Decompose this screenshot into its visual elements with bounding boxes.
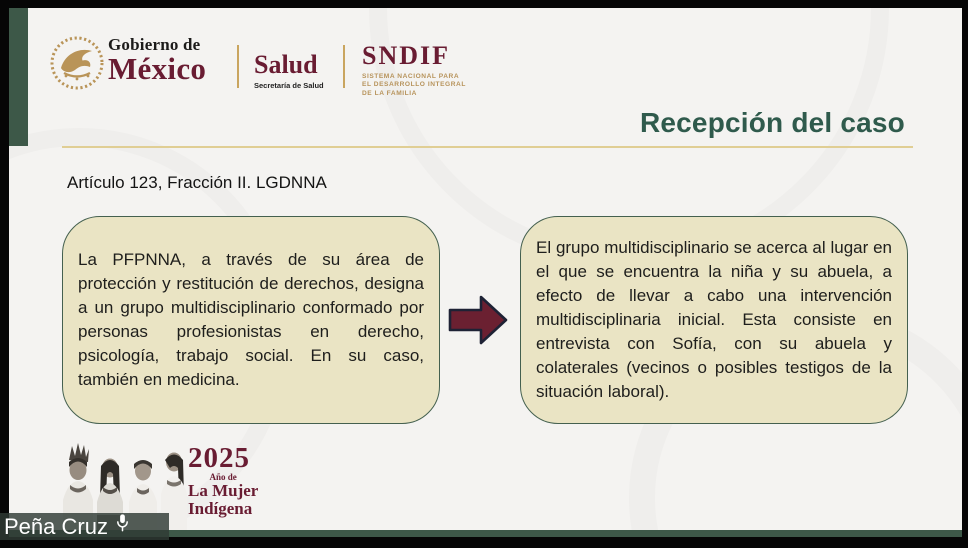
microphone-icon	[115, 513, 130, 540]
salud-logo-subtitle: Secretaría de Salud	[254, 81, 324, 90]
sndif-subtitle-line3: DE LA FAMILIA	[362, 89, 417, 97]
year-2025-number: 2025	[188, 442, 250, 474]
presentation-slide	[9, 8, 962, 537]
header-divider	[237, 45, 239, 88]
content-box-left	[62, 216, 440, 424]
right-block-arrow-icon	[447, 292, 509, 348]
content-box-right	[520, 216, 908, 424]
year-caption-line2: Indígena	[188, 499, 253, 518]
content-box-left-text: La PFPNNA, a través de su área de protección y restitución de derechos, designa a un grupo multidisciplinario conformado por personas profesionistas en derecho, psicología, trabajo social. En su caso, también en medicina.	[78, 250, 424, 389]
gobierno-logo-line2: México	[108, 51, 207, 86]
slide-title: Recepción del caso	[639, 107, 905, 138]
salud-logo-title: Salud	[254, 50, 318, 79]
participant-name-tag	[0, 513, 169, 540]
year-caption-small: Año de	[209, 472, 237, 482]
title-underline	[62, 146, 913, 148]
header-divider	[343, 45, 345, 88]
mexico-eagle-seal-icon	[48, 33, 106, 98]
participant-name: Peña Cruz	[4, 513, 108, 539]
gobierno-de-mexico-logo	[108, 35, 206, 87]
content-box-right-text: El grupo multidisciplinario se acerca al lugar en el que se encuentra la niña y su abuela, a efecto de llevar a cabo una intervención multidisciplinaria inicial. Esta consiste en entrevista con Sofía, con su abuela y colaterales (vecinos o posibles testigos de la situación laboral).	[536, 238, 892, 401]
sndif-logo-subtitle	[362, 73, 466, 98]
sndif-logo-title: SNDIF	[362, 41, 451, 70]
sndif-subtitle-line1: SISTEMA NACIONAL PARA	[362, 73, 460, 80]
sndif-subtitle-line2: EL DESARROLLO INTEGRAL	[362, 81, 466, 89]
article-reference: Artículo 123, Fracción II. LGDNNA	[67, 173, 327, 192]
government-header	[9, 8, 962, 108]
year-caption-line1: La Mujer	[188, 481, 259, 500]
salud-logo	[254, 50, 324, 90]
sndif-logo	[362, 41, 466, 98]
year-2025-logo	[188, 442, 258, 518]
gobierno-logo-line1: Gobierno de	[108, 35, 201, 54]
